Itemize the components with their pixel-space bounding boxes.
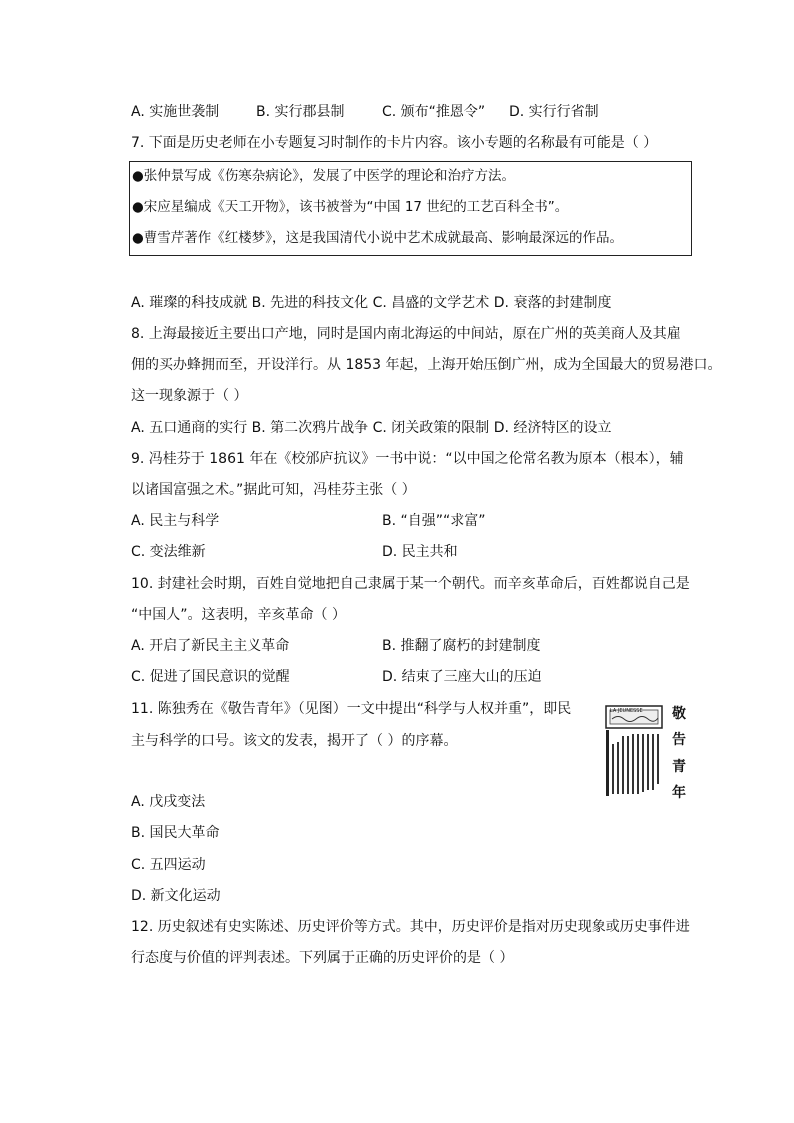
q7-card [129, 161, 692, 256]
figure-title-char: 青 [672, 759, 686, 775]
q11-line: 11. 陈独秀在《敬告青年》（见图）一文中提出“科学与人权并重”，即民 [131, 701, 572, 717]
q6-option-b: B. 实行郡县制 [256, 104, 345, 120]
q11-option-d: D. 新文化运动 [131, 888, 221, 904]
magazine-cover-title: LA JEUNESSE [610, 708, 643, 714]
q10-option-d: D. 结束了三座大山的压迫 [382, 669, 542, 685]
q10-option-a: A. 开启了新民主主义革命 [131, 638, 290, 654]
q8-line: 这一现象源于（ ） [131, 388, 248, 404]
q11-option-b: B. 国民大革命 [131, 825, 220, 841]
figure-title-char: 敬 [672, 706, 686, 722]
q6-option-d: D. 实行行省制 [509, 104, 599, 120]
q10-option-c: C. 促进了国民意识的觉醒 [131, 669, 290, 685]
q9-line: 9. 冯桂芬于 1861 年在《校邠庐抗议》一书中说：“以中国之伦常名教为原本（根本），辅 [131, 451, 684, 467]
q7-card-item: ●张仲景写成《伤寒杂病论》，发展了中医学的理论和治疗方法。 [132, 168, 516, 184]
q8-line: 8. 上海最接近主要出口产地，同时是国内南北海运的中间站，原在广州的英美商人及其雇 [131, 326, 681, 342]
figure-title-char: 年 [672, 785, 686, 801]
q12-line: 12. 历史叙述有史实陈述、历史评价等方式。其中，历史评价是指对历史现象或历史事件进 [131, 919, 690, 935]
q9-option-b: B. “自强”“求富” [382, 513, 486, 529]
q10-line: 10. 封建社会时期，百姓自觉地把自己隶属于某一个朝代。而辛亥革命后，百姓都说自己是 [131, 576, 690, 592]
q12-line: 行态度与价值的评判表述。下列属于正确的历史评价的是（ ） [131, 950, 514, 966]
q11-option-a: A. 戊戌变法 [131, 794, 206, 810]
q11-line: 主与科学的口号。该文的发表，揭开了（ ）的序幕。 [131, 733, 458, 749]
q9-option-d: D. 民主共和 [382, 544, 458, 560]
q9-option-c: C. 变法维新 [131, 544, 206, 560]
q6-option-a: A. 实施世袭制 [131, 104, 220, 120]
q11-option-c: C. 五四运动 [131, 857, 206, 873]
q7-stem: 7. 下面是历史老师在小专题复习时制作的卡片内容。该小专题的名称最有可能是（ ） [131, 135, 658, 151]
q6-option-c: C. 颁布“推恩令” [382, 104, 486, 120]
q7-card-item: ●曹雪芹著作《红楼梦》，这是我国清代小说中艺术成就最高、影响最深远的作品。 [132, 230, 624, 246]
figure-title-char: 告 [672, 732, 686, 748]
q7-card-item: ●宋应星编成《天工开物》，该书被誉为“中国 17 世纪的工艺百科全书”。 [132, 199, 569, 215]
q8-options: A. 五口通商的实行 B. 第二次鸦片战争 C. 闭关政策的限制 D. 经济特区的设立 [131, 420, 612, 436]
q8-line: 佣的买办蜂拥而至，开设洋行。从 1853 年起，上海开始压倒广州，成为全国最大的贸易港口。 [131, 357, 722, 373]
q9-option-a: A. 民主与科学 [131, 513, 220, 529]
q9-line: 以诸国富强之术。”据此可知，冯桂芬主张（ ） [131, 482, 416, 498]
q10-line: “中国人”。这表明，辛亥革命（ ） [131, 607, 346, 623]
q10-option-b: B. 推翻了腐朽的封建制度 [382, 638, 541, 654]
q7-options: A. 璀璨的科技成就 B. 先进的科技文化 C. 昌盛的文学艺术 D. 衰落的封建制度 [131, 295, 612, 311]
